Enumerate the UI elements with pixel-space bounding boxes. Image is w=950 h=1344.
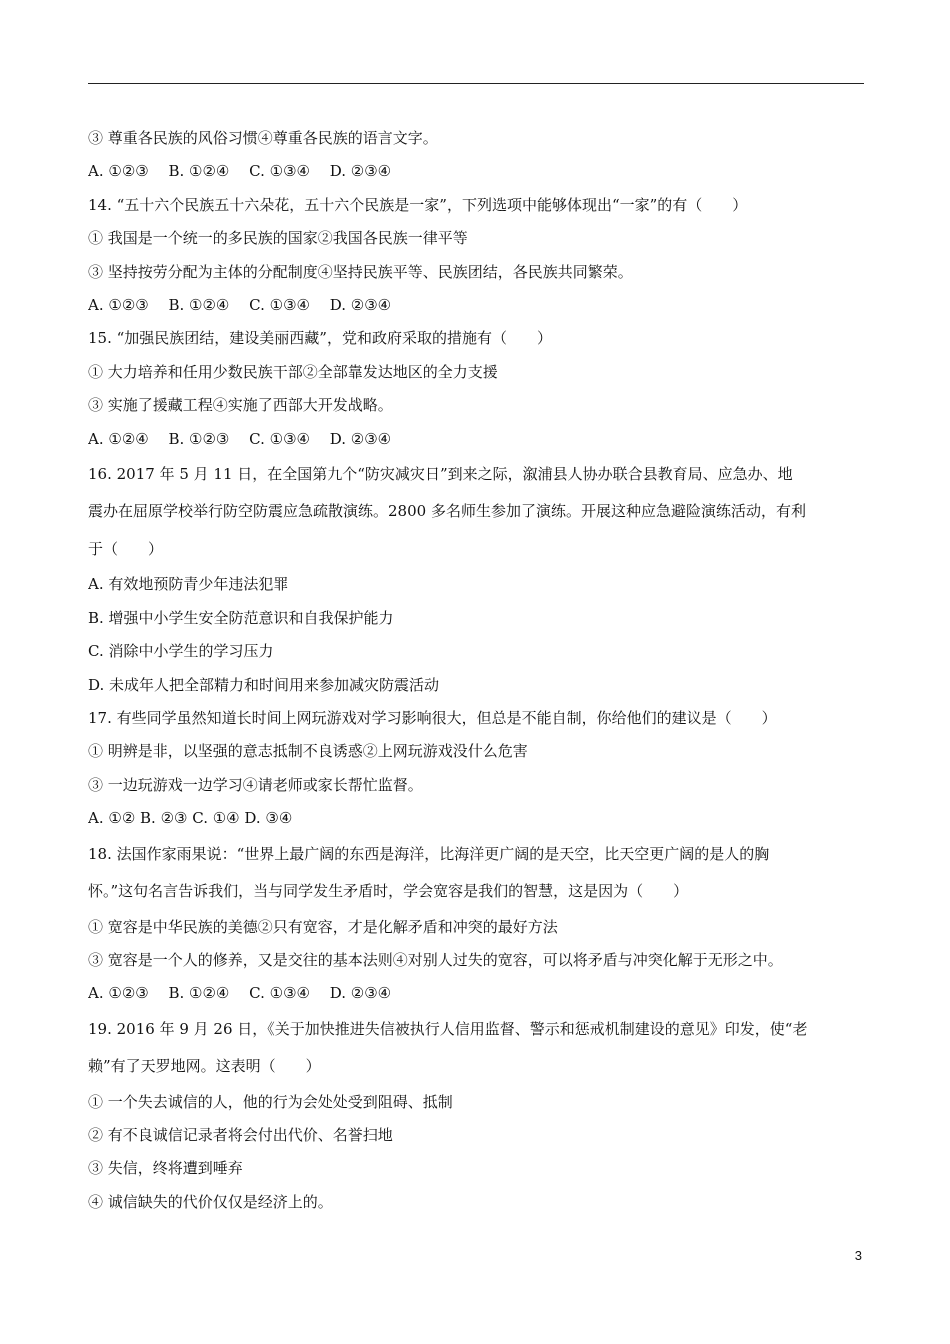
q18-statement-3-4: ③ 宽容是一个人的修养，又是交往的基本法则④对别人过失的宽容，可以将矛盾与冲突化解于无形之中。 xyxy=(88,950,783,969)
header-rule xyxy=(88,83,864,84)
q17-stem: 17. 有些同学虽然知道长时间上网玩游戏对学习影响很大，但总是不能自制，你给他们的建议是（ ） xyxy=(88,708,777,727)
q19-stem-line-1: 19. 2016 年 9 月 26 日，《关于加快推进失信被执行人信用监督、警示和惩戒机制建设的意见》印发，使“老 xyxy=(88,1019,808,1038)
q19-statement-3: ③ 失信，终将遭到唾弃 xyxy=(88,1159,243,1178)
q15-statement-1-2: ① 大力培养和任用少数民族干部②全部靠发达地区的全力支援 xyxy=(88,362,498,381)
q17-statement-1-2: ① 明辨是非，以坚强的意志抵制不良诱惑②上网玩游戏没什么危害 xyxy=(88,742,528,761)
q15-statement-3-4: ③ 实施了援藏工程④实施了西部大开发战略。 xyxy=(88,396,393,415)
q14-stem: 14. “五十六个民族五十六朵花，五十六个民族是一家”，下列选项中能够体现出“一家”的有（ ） xyxy=(88,195,748,214)
q15-options: A. ①②④ B. ①②③ C. ①③④ D. ②③④ xyxy=(88,429,392,448)
q18-stem-line-1: 18. 法国作家雨果说：“世界上最广阔的东西是海洋，比海洋更广阔的是天空，比天空更广阔的是人的胸 xyxy=(88,844,770,863)
q19-statement-2: ② 有不良诚信记录者将会付出代价、名誉扫地 xyxy=(88,1126,393,1145)
q15-stem: 15. “加强民族团结，建设美丽西藏”，党和政府采取的措施有（ ） xyxy=(88,329,552,348)
q14-statement-1-2: ① 我国是一个统一的多民族的国家②我国各民族一律平等 xyxy=(88,229,468,248)
q13-options: A. ①②③ B. ①②④ C. ①③④ D. ②③④ xyxy=(88,162,392,181)
q16-option-b: B. 增强中小学生安全防范意识和自我保护能力 xyxy=(88,608,394,627)
page-number: 3 xyxy=(854,1248,862,1263)
q19-statement-4: ④ 诚信缺失的代价仅仅是经济上的。 xyxy=(88,1192,333,1211)
q19-statement-1: ① 一个失去诚信的人，他的行为会处处受到阻碍、抵制 xyxy=(88,1092,453,1111)
q14-statement-3-4: ③ 坚持按劳分配为主体的分配制度④坚持民族平等、民族团结，各民族共同繁荣。 xyxy=(88,262,633,281)
q18-stem-line-2: 怀。”这句名言告诉我们，当与同学发生矛盾时，学会宽容是我们的智慧，这是因为（ ） xyxy=(88,882,689,901)
q16-option-a: A. 有效地预防青少年违法犯罪 xyxy=(88,575,289,594)
q16-stem-line-2: 震办在屈原学校举行防空防震应急疏散演练。2800 多名师生参加了演练。开展这种应急避险演练活动，有利 xyxy=(88,502,806,521)
q17-statement-3-4: ③ 一边玩游戏一边学习④请老师或家长帮忙监督。 xyxy=(88,775,423,794)
question-content xyxy=(88,122,864,1219)
q19-stem-line-2: 赖”有了天罗地网。这表明（ ） xyxy=(88,1057,321,1076)
q16-option-d: D. 未成年人把全部精力和时间用来参加减灾防震活动 xyxy=(88,675,440,694)
q16-option-c: C. 消除中小学生的学习压力 xyxy=(88,642,274,661)
q18-options: A. ①②③ B. ①②④ C. ①③④ D. ②③④ xyxy=(88,984,392,1003)
q13-statement-3-4: ③ 尊重各民族的风俗习惯④尊重各民族的语言文字。 xyxy=(88,129,438,147)
q17-options: A. ①② B. ②③ C. ①④ D. ③④ xyxy=(88,809,293,828)
q16-stem-line-1: 16. 2017 年 5 月 11 日，在全国第九个“防灾减灾日”到来之际，溆浦县人协办联合县教育局、应急办、地 xyxy=(88,464,793,483)
q14-options: A. ①②③ B. ①②④ C. ①③④ D. ②③④ xyxy=(88,295,392,314)
q16-stem-line-3: 于（ ） xyxy=(88,539,164,558)
q18-statement-1-2: ① 宽容是中华民族的美德②只有宽容，才是化解矛盾和冲突的最好方法 xyxy=(88,917,558,936)
